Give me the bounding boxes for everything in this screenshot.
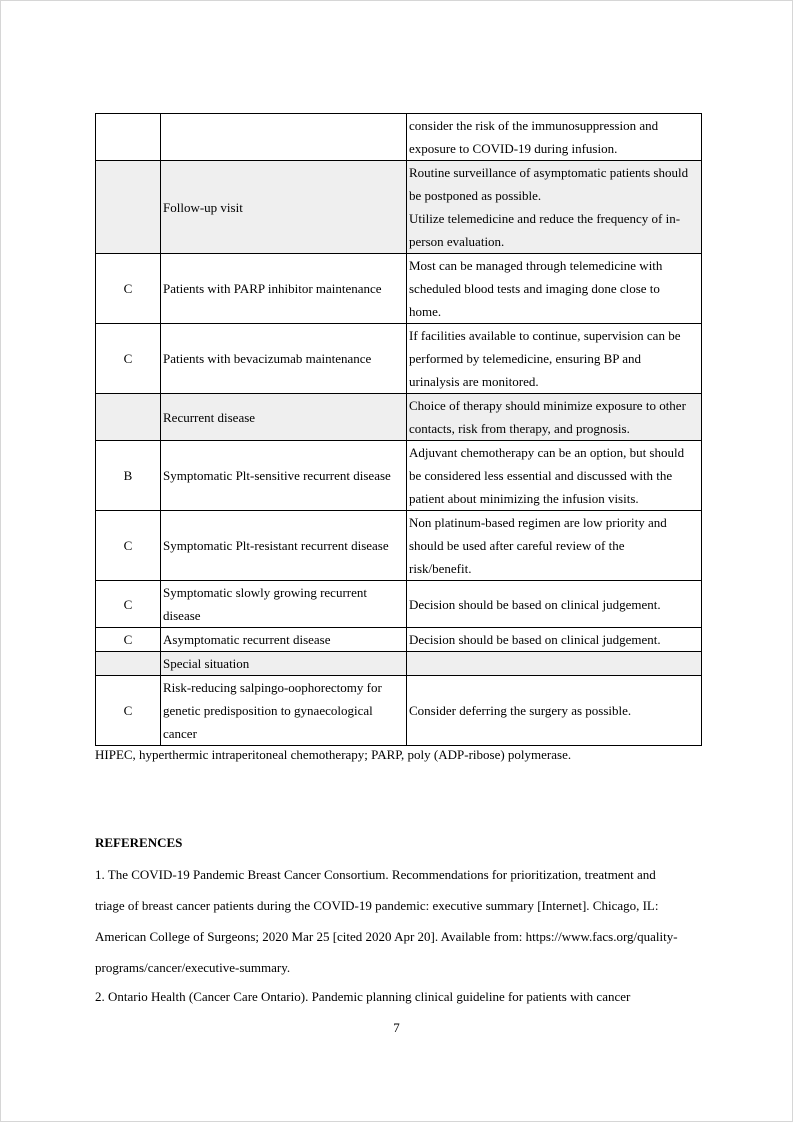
recommendation-line: exposure to COVID-19 during infusion. — [409, 141, 618, 156]
recommendation-line: consider the risk of the immunosuppression and — [409, 118, 659, 133]
recommendation-line: Utilize telemedicine and reduce the frequency of in- — [409, 211, 681, 226]
recommendation-cell — [407, 324, 702, 394]
reference-line: American College of Surgeons; 2020 Mar 25 [cited 2020 Apr 20]. Available from: https://www.facs.org/quality- — [95, 929, 678, 944]
recommendation-line: should be used after careful review of the — [409, 538, 625, 553]
reference-item — [95, 981, 700, 1012]
situation-cell: Symptomatic Plt-resistant recurrent disease — [161, 511, 407, 581]
grade-cell: C — [96, 581, 161, 628]
table-row — [96, 324, 702, 394]
table-row — [96, 394, 702, 441]
recommendation-cell — [407, 581, 702, 628]
recommendation-line: Decision should be based on clinical judgement. — [409, 632, 661, 647]
reference-line: triage of breast cancer patients during the COVID-19 pandemic: executive summary [Internet]. Chicago, IL: — [95, 898, 659, 913]
references-heading: REFERENCES — [95, 835, 183, 850]
reference-line: 2. Ontario Health (Cancer Care Ontario). Pandemic planning clinical guideline for patients with cancer — [95, 989, 631, 1004]
recommendation-cell — [407, 628, 702, 652]
grade-cell: C — [96, 511, 161, 581]
situation-cell: Follow-up visit — [161, 161, 407, 254]
grade-cell — [96, 161, 161, 254]
situation-cell: Patients with bevacizumab maintenance — [161, 324, 407, 394]
situation-cell: Recurrent disease — [161, 394, 407, 441]
recommendation-cell — [407, 394, 702, 441]
recommendation-line: scheduled blood tests and imaging done close to — [409, 281, 660, 296]
recommendation-table — [95, 113, 702, 746]
situation-cell — [161, 581, 407, 628]
recommendation-line: be considered less essential and discussed with the — [409, 468, 673, 483]
table-row — [96, 581, 702, 628]
grade-cell: C — [96, 628, 161, 652]
recommendation-line: urinalysis are monitored. — [409, 374, 539, 389]
grade-cell — [96, 652, 161, 676]
situation-cell — [161, 676, 407, 746]
recommendation-cell — [407, 114, 702, 161]
situation-line: Symptomatic slowly growing recurrent — [163, 585, 367, 600]
recommendation-line: be postponed as possible. — [409, 188, 542, 203]
table-row — [96, 254, 702, 324]
table-row — [96, 511, 702, 581]
table-row — [96, 628, 702, 652]
table-row — [96, 114, 702, 161]
situation-cell: Patients with PARP inhibitor maintenance — [161, 254, 407, 324]
table-row — [96, 441, 702, 511]
recommendation-cell — [407, 511, 702, 581]
recommendation-line: Most can be managed through telemedicine with — [409, 258, 663, 273]
grade-cell: C — [96, 676, 161, 746]
recommendation-line: Routine surveillance of asymptomatic patients should — [409, 165, 689, 180]
page-number: 7 — [393, 1020, 400, 1035]
table-row — [96, 161, 702, 254]
recommendation-line: Non platinum-based regimen are low priority and — [409, 515, 667, 530]
recommendation-cell — [407, 254, 702, 324]
grade-cell — [96, 114, 161, 161]
situation-line: Risk-reducing salpingo-oophorectomy for — [163, 680, 382, 695]
table-row — [96, 676, 702, 746]
recommendation-cell — [407, 676, 702, 746]
grade-cell: C — [96, 254, 161, 324]
reference-line: programs/cancer/executive-summary. — [95, 960, 291, 975]
recommendation-line: If facilities available to continue, supervision can be — [409, 328, 681, 343]
situation-line: genetic predisposition to gynaecological — [163, 703, 373, 718]
table-footnote: HIPEC, hyperthermic intraperitoneal chemotherapy; PARP, poly (ADP-ribose) polymerase. — [95, 747, 572, 762]
recommendation-line: home. — [409, 304, 442, 319]
table-row — [96, 652, 702, 676]
situation-cell — [161, 114, 407, 161]
situation-line: cancer — [163, 726, 197, 741]
grade-cell: C — [96, 324, 161, 394]
recommendation-line: Adjuvant chemotherapy can be an option, but should — [409, 445, 685, 460]
recommendation-line: Consider deferring the surgery as possible. — [409, 703, 632, 718]
situation-cell: Symptomatic Plt-sensitive recurrent disease — [161, 441, 407, 511]
situation-cell: Special situation — [161, 652, 407, 676]
reference-line: 1. The COVID-19 Pandemic Breast Cancer Consortium. Recommendations for prioritization, treatment and — [95, 867, 656, 882]
recommendation-line: risk/benefit. — [409, 561, 472, 576]
reference-item — [95, 859, 700, 983]
recommendation-line: Decision should be based on clinical judgement. — [409, 596, 661, 612]
situation-cell: Asymptomatic recurrent disease — [161, 628, 407, 652]
recommendation-line: patient about minimizing the infusion visits. — [409, 491, 639, 506]
recommendation-line: person evaluation. — [409, 234, 505, 249]
situation-line: disease — [163, 608, 201, 623]
recommendation-line: contacts, risk from therapy, and prognosis. — [409, 421, 630, 436]
recommendation-line: Choice of therapy should minimize exposure to other — [409, 398, 686, 413]
recommendation-cell — [407, 441, 702, 511]
grade-cell — [96, 394, 161, 441]
recommendation-cell — [407, 161, 702, 254]
grade-cell: B — [96, 441, 161, 511]
recommendation-line: performed by telemedicine, ensuring BP and — [409, 351, 642, 366]
recommendation-table-body — [96, 114, 702, 746]
recommendation-cell — [407, 652, 702, 676]
